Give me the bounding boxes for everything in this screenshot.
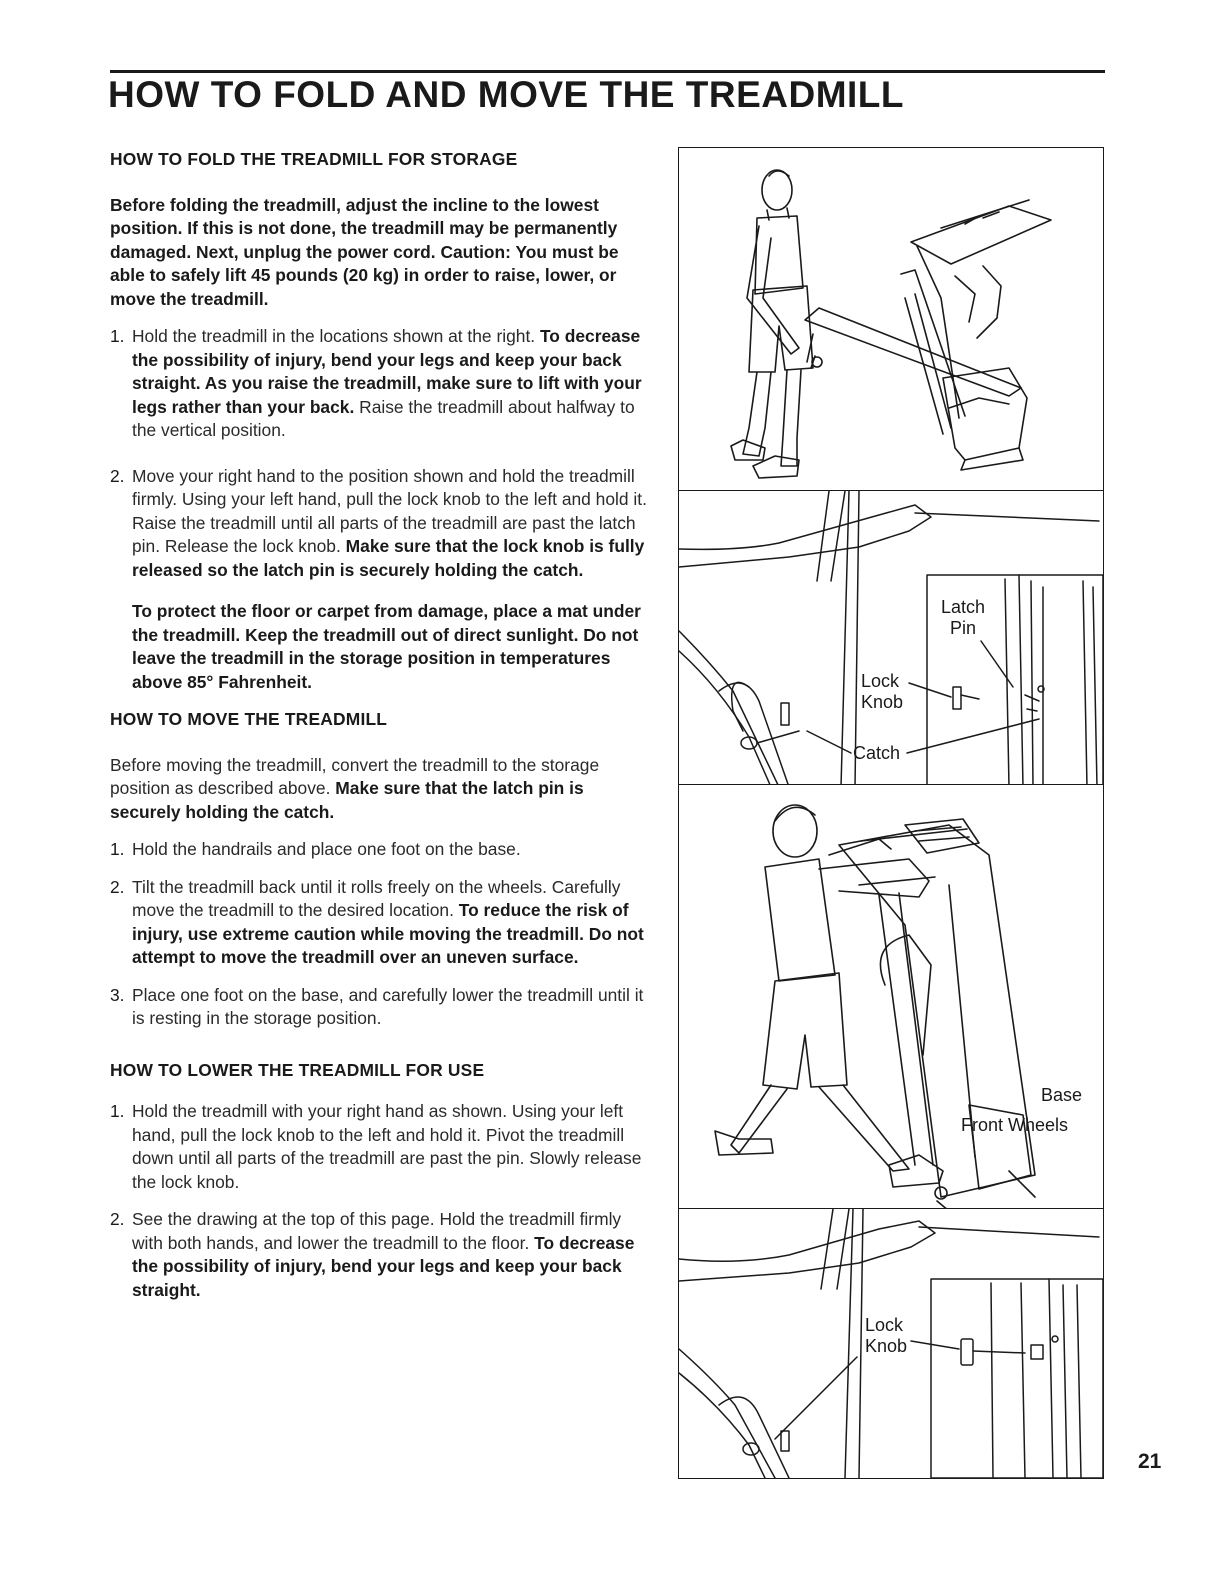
page-title: HOW TO FOLD AND MOVE THE TREADMILL xyxy=(108,74,905,115)
step-number: 2. xyxy=(110,465,125,486)
fold-heading: HOW TO FOLD THE TREADMILL FOR STORAGE xyxy=(110,149,518,169)
figure-lower xyxy=(678,1208,1104,1479)
step-number: 2. xyxy=(110,1209,125,1229)
lower-step-2 xyxy=(110,1208,650,1302)
step-text: Hold the treadmill with your right hand as shown. Using your left hand, pull the lock knob to the left and hold it. Pivot the treadmill down until all parts of the treadmill are past the pin. Slowly release the lock knob. xyxy=(132,1101,642,1192)
move-step-2 xyxy=(110,876,650,970)
step-number: 2. xyxy=(110,876,125,897)
catch-label: Catch xyxy=(853,743,901,763)
move-intro xyxy=(110,754,650,825)
figure-latch xyxy=(678,490,1104,788)
move-step-3 xyxy=(110,984,650,1031)
title-rule xyxy=(110,70,1105,73)
lift-illustration xyxy=(679,148,1103,493)
move-intro-text: Before moving the treadmill, convert the treadmill to the storage position as described above. xyxy=(110,754,600,798)
lock-knob-text: Lock Knob xyxy=(861,671,904,712)
step-text: Tilt the treadmill back until it rolls freely on the wheels. Carefully move the treadmill to the desired location. xyxy=(132,876,621,920)
step-warning: To decrease the possibility of injury, bend your legs and keep your back straight. xyxy=(132,1232,635,1300)
move-step-1 xyxy=(110,838,650,862)
step-number: 1. xyxy=(110,839,125,859)
base-label: Base xyxy=(1041,1085,1083,1105)
latch-pin-text: Latch Pin xyxy=(941,597,986,638)
step-text: Hold the handrails and place one foot on the base. xyxy=(132,839,521,859)
step-text: Raise the treadmill about halfway to the vertical position. xyxy=(132,396,635,440)
step-warning: To decrease the possibility of injury, bend your legs and keep your back straight. As you raise the treadmill, make sure to lift with your legs rather than your back. xyxy=(132,326,642,417)
instructions-column xyxy=(110,148,650,1302)
move-heading: HOW TO MOVE THE TREADMILL xyxy=(110,709,388,729)
move-intro-warning: Make sure that the latch pin is securely holding the catch. xyxy=(110,778,584,822)
step-number: 1. xyxy=(110,326,125,346)
lower-heading: HOW TO LOWER THE TREADMILL FOR USE xyxy=(110,1059,485,1080)
step-number: 3. xyxy=(110,984,125,1005)
protect-text: To protect the floor or carpet from damage, place a mat under the treadmill. Keep the treadmill out of direct sunlight. Do not leave the treadmill in the storage position in temperatures above 85° Fahrenheit. xyxy=(132,601,641,692)
step-text: Move your right hand to the position shown and hold the treadmill firmly. Using your left hand, pull the lock knob to the left and hold it. Raise the treadmill until all parts of the treadmill are past the latch pin. Release the lock knob. xyxy=(132,465,647,556)
fold-protect-note xyxy=(110,600,650,694)
move-illustration xyxy=(679,785,1103,1211)
lock-knob-label xyxy=(861,671,903,713)
step-warning: Make sure that the lock knob is fully released so the latch pin is securely holding the catch. xyxy=(132,536,645,580)
figure-move xyxy=(678,784,1104,1212)
step-text: Hold the treadmill in the locations shown at the right. xyxy=(132,326,536,346)
fold-step-2 xyxy=(110,465,650,583)
lock-knob-label xyxy=(865,1315,907,1357)
figure-lift xyxy=(678,147,1104,494)
step-number: 1. xyxy=(110,1101,125,1121)
step-text: Place one foot on the base, and carefully lower the treadmill until it is resting in the storage position. xyxy=(132,984,644,1028)
page-number: 21 xyxy=(1138,1450,1162,1473)
step-text: See the drawing at the top of this page. Hold the treadmill firmly with both hands, and lower the treadmill to the floor. xyxy=(132,1209,622,1253)
front-wheels-label: Front Wheels xyxy=(961,1115,1069,1135)
fold-warning: Before folding the treadmill, adjust the incline to the lowest position. If this is not done, the treadmill may be permanently damaged. Next, unplug the power cord. Caution: You must be able to safely lift 45 pounds (20 kg) in order to raise, lower, or move the treadmill. xyxy=(110,194,619,309)
lock-knob-text: Lock Knob xyxy=(865,1315,908,1356)
lower-step-1 xyxy=(110,1100,650,1194)
figure-column xyxy=(678,147,1104,1477)
step-warning: To reduce the risk of injury, use extreme caution while moving the treadmill. Do not attempt to move the treadmill over an uneven surface. xyxy=(132,900,644,967)
fold-step-1 xyxy=(110,325,650,443)
latch-pin-label xyxy=(941,597,985,639)
